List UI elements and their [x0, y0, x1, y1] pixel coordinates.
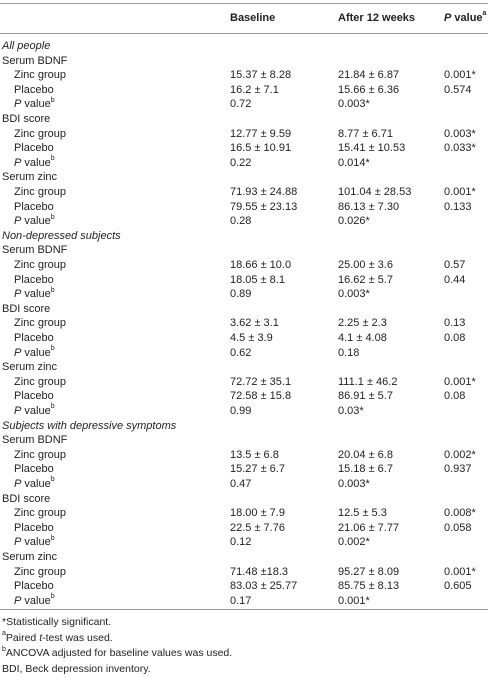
row-label: Placebo	[14, 142, 54, 155]
p-value-row	[0, 534, 490, 550]
p-value-row	[0, 96, 490, 112]
table-row	[0, 67, 490, 83]
baseline-cell: 22.5 ± 7.76	[230, 521, 285, 534]
section-row	[0, 228, 490, 244]
p-sup: b	[50, 593, 55, 601]
baseline-cell: 79.55 ± 23.13	[230, 200, 298, 213]
group-row	[0, 111, 490, 127]
p-value-cell: 0.133	[444, 200, 472, 213]
after-12-weeks-cell: 15.66 ± 6.36	[338, 83, 400, 96]
after-12-weeks-cell: 85.75 ± 8.13	[338, 580, 400, 593]
p-sup: b	[50, 403, 55, 411]
p-value-cell: 0.08	[444, 332, 466, 344]
table-row	[0, 272, 490, 288]
p-value-cell: 0.002*	[444, 448, 476, 461]
section-label: Subjects with depressive symptoms	[2, 419, 177, 432]
p-value-cell: 0.937	[444, 463, 472, 476]
row-label: Placebo	[14, 83, 54, 96]
after-12-weeks-cell: 2.25 ± 2.3	[338, 317, 387, 330]
p-sup: b	[50, 344, 55, 352]
after-12-weeks-cell: 0.003*	[338, 478, 370, 490]
after-12-weeks-cell: 0.014*	[338, 156, 370, 169]
group-row	[0, 432, 490, 448]
p-italic: P	[14, 405, 22, 417]
row-label: Zinc group	[14, 565, 66, 578]
p-sup: b	[50, 476, 55, 484]
p-italic: P	[14, 288, 22, 301]
after-12-weeks-cell: 25.00 ± 3.6	[338, 259, 393, 271]
baseline-cell: 0.17	[230, 594, 252, 607]
after-12-weeks-cell: 0.003*	[338, 288, 370, 301]
header-after-12-weeks: After 12 weeks	[338, 12, 416, 24]
row-label: Zinc group	[14, 186, 66, 198]
after-12-weeks-cell: 21.84 ± 6.87	[338, 69, 400, 82]
group-row	[0, 301, 490, 317]
footnote-text: -test was used.	[42, 631, 113, 644]
baseline-cell: 0.22	[230, 156, 252, 169]
footnote	[2, 615, 488, 630]
row-label: Zinc group	[14, 127, 66, 140]
p-value-cell: 0.001*	[444, 375, 476, 388]
group-label: Serum zinc	[2, 551, 58, 563]
row-label: Zinc group	[14, 375, 66, 388]
row-label: Placebo	[14, 332, 54, 344]
table-row	[0, 315, 490, 331]
row-label	[14, 593, 55, 609]
baseline-cell: 3.62 ± 3.1	[230, 317, 279, 330]
table-row	[0, 257, 490, 273]
p-italic: P	[14, 478, 22, 490]
row-label: Placebo	[14, 273, 54, 286]
baseline-cell: 4.5 ± 3.9	[230, 332, 273, 344]
baseline-cell: 18.05 ± 8.1	[230, 273, 285, 286]
p-value-cell: 0.13	[444, 317, 466, 330]
row-label	[14, 534, 55, 550]
p-value-cell: 0.08	[444, 390, 466, 403]
baseline-cell: 72.72 ± 35.1	[230, 375, 292, 388]
row-label: Placebo	[14, 521, 54, 534]
table-row	[0, 505, 490, 521]
p-value-cell: 0.003*	[444, 127, 476, 140]
group-row	[0, 491, 490, 507]
top-rule	[0, 3, 488, 4]
group-label: BDI score	[2, 113, 51, 125]
p-rest: value	[21, 288, 51, 301]
baseline-cell: 0.99	[230, 405, 252, 417]
after-12-weeks-cell: 86.91 ± 5.7	[338, 390, 393, 403]
baseline-cell: 15.27 ± 6.7	[230, 463, 285, 476]
header-baseline: Baseline	[230, 12, 276, 24]
p-value-row	[0, 476, 490, 492]
p-value-cell: 0.44	[444, 273, 466, 286]
group-label: BDI score	[2, 302, 51, 315]
table-row	[0, 374, 490, 390]
p-value-cell: 0.57	[444, 259, 466, 271]
after-12-weeks-cell: 0.002*	[338, 536, 370, 549]
after-12-weeks-cell: 101.04 ± 28.53	[338, 186, 412, 198]
p-value-row	[0, 345, 490, 361]
baseline-cell: 83.03 ± 25.77	[230, 580, 298, 593]
p-value-row	[0, 286, 490, 302]
baseline-cell: 72.58 ± 15.8	[230, 390, 292, 403]
header-p-sup: a	[482, 10, 487, 18]
footnote-text: *Statistically significant.	[2, 616, 112, 629]
group-row	[0, 359, 490, 375]
p-value-row	[0, 213, 490, 229]
group-row	[0, 53, 490, 69]
after-12-weeks-cell: 86.13 ± 7.30	[338, 200, 400, 213]
row-label: Placebo	[14, 463, 54, 476]
row-label: Zinc group	[14, 448, 66, 461]
row-label: Zinc group	[14, 317, 66, 330]
after-12-weeks-cell: 0.18	[338, 346, 360, 359]
after-12-weeks-cell: 15.18 ± 6.7	[338, 463, 393, 476]
row-label: Zinc group	[14, 507, 66, 520]
table-row	[0, 199, 490, 215]
p-rest: value	[21, 98, 51, 111]
table-header	[0, 10, 490, 26]
p-italic: P	[14, 346, 22, 359]
baseline-cell: 16.2 ± 7.1	[230, 83, 279, 96]
section-row	[0, 38, 490, 54]
row-label	[14, 286, 55, 302]
section-label: All people	[2, 40, 51, 52]
row-label: Placebo	[14, 390, 54, 403]
row-label	[14, 345, 55, 361]
group-label: Serum BDNF	[2, 434, 68, 447]
group-row	[0, 242, 490, 258]
p-value-cell: 0.001*	[444, 69, 476, 82]
p-value-cell: 0.058	[444, 521, 472, 534]
after-12-weeks-cell: 95.27 ± 8.09	[338, 565, 400, 578]
row-label	[14, 96, 55, 112]
group-label: Serum zinc	[2, 361, 58, 374]
after-12-weeks-cell: 111.1 ± 46.2	[338, 375, 398, 388]
table-row	[0, 388, 490, 404]
row-label	[14, 155, 55, 171]
baseline-cell: 15.37 ± 8.28	[230, 69, 292, 82]
header-rule	[0, 33, 488, 34]
p-rest: value	[21, 405, 51, 417]
table-row	[0, 82, 490, 98]
p-sup: b	[50, 286, 55, 294]
baseline-cell: 0.47	[230, 478, 252, 490]
table-row	[0, 461, 490, 477]
p-italic: P	[14, 98, 22, 111]
p-rest: value	[21, 536, 51, 549]
table-row	[0, 578, 490, 594]
p-sup: b	[50, 155, 55, 163]
after-12-weeks-cell: 0.03*	[338, 405, 364, 417]
table-row	[0, 140, 490, 156]
row-label	[14, 476, 55, 492]
footnote	[2, 631, 488, 646]
p-value-row	[0, 403, 490, 419]
p-italic: P	[14, 536, 22, 549]
group-label: Serum BDNF	[2, 244, 68, 257]
table-row	[0, 184, 490, 200]
p-value-cell: 0.574	[444, 83, 472, 96]
baseline-cell: 16.5 ± 10.91	[230, 142, 292, 155]
bottom-rule	[0, 609, 488, 610]
group-row	[0, 169, 490, 185]
p-italic: P	[14, 215, 22, 228]
footnote-text: BDI, Beck depression inventory.	[2, 662, 151, 675]
p-rest: value	[21, 156, 51, 169]
p-sup: b	[50, 213, 55, 221]
table-row	[0, 520, 490, 536]
row-label: Placebo	[14, 200, 54, 213]
row-label	[14, 213, 55, 229]
after-12-weeks-cell: 16.62 ± 5.7	[338, 273, 393, 286]
p-value-cell: 0.008*	[444, 507, 476, 520]
table-row	[0, 447, 490, 463]
header-p-rest: value	[451, 12, 483, 24]
p-sup: b	[50, 96, 55, 104]
section-label: Non-depressed subjects	[2, 229, 121, 242]
group-label: Serum zinc	[2, 171, 58, 184]
after-12-weeks-cell: 0.001*	[338, 594, 370, 607]
p-value-cell: 0.605	[444, 580, 472, 593]
group-row	[0, 549, 490, 565]
p-value-row	[0, 155, 490, 171]
baseline-cell: 0.62	[230, 346, 252, 359]
baseline-cell: 0.89	[230, 288, 252, 301]
section-row	[0, 418, 490, 434]
p-italic: P	[14, 594, 22, 607]
p-italic: P	[14, 156, 22, 169]
p-rest: value	[21, 478, 51, 490]
row-label: Zinc group	[14, 259, 66, 271]
header-p-value	[444, 10, 486, 26]
p-rest: value	[21, 594, 51, 607]
footnote-text: Paired	[5, 631, 40, 644]
after-12-weeks-cell: 12.5 ± 5.3	[338, 507, 387, 520]
baseline-cell: 71.48 ±18.3	[230, 565, 289, 578]
after-12-weeks-cell: 20.04 ± 6.8	[338, 448, 393, 461]
footnote-marker: a	[2, 630, 6, 638]
header-p-italic: P	[444, 12, 452, 24]
baseline-cell: 18.00 ± 7.9	[230, 507, 285, 520]
row-label: Zinc group	[14, 69, 66, 82]
p-rest: value	[21, 346, 51, 359]
group-label: BDI score	[2, 492, 51, 505]
baseline-cell: 0.72	[230, 98, 252, 111]
after-12-weeks-cell: 0.003*	[338, 98, 370, 111]
baseline-cell: 0.12	[230, 536, 252, 549]
baseline-cell: 0.28	[230, 215, 252, 228]
baseline-cell: 71.93 ± 24.88	[230, 186, 298, 198]
footnote-marker: b	[2, 645, 6, 653]
table-row	[0, 564, 490, 580]
footnote-text: t	[39, 631, 43, 644]
table-row	[0, 126, 490, 142]
table-row	[0, 330, 490, 346]
p-rest: value	[21, 215, 51, 228]
row-label: Placebo	[14, 580, 54, 593]
p-value-row	[0, 593, 490, 609]
footnote	[2, 662, 488, 677]
footnote-text: ANCOVA adjusted for baseline values was used.	[5, 647, 233, 660]
p-value-cell: 0.033*	[444, 142, 476, 155]
baseline-cell: 12.77 ± 9.59	[230, 127, 292, 140]
baseline-cell: 13.5 ± 6.8	[230, 448, 279, 461]
after-12-weeks-cell: 0.026*	[338, 215, 370, 228]
row-label	[14, 403, 55, 419]
footnote	[2, 646, 488, 661]
baseline-cell: 18.66 ± 10.0	[230, 259, 292, 271]
after-12-weeks-cell: 15.41 ± 10.53	[338, 142, 406, 155]
after-12-weeks-cell: 8.77 ± 6.71	[338, 127, 393, 140]
p-value-cell: 0.001*	[444, 565, 476, 578]
group-label: Serum BDNF	[2, 54, 68, 67]
p-sup: b	[50, 534, 55, 542]
after-12-weeks-cell: 21.06 ± 7.77	[338, 521, 400, 534]
p-value-cell: 0.001*	[444, 186, 476, 198]
after-12-weeks-cell: 4.1 ± 4.08	[338, 332, 387, 344]
